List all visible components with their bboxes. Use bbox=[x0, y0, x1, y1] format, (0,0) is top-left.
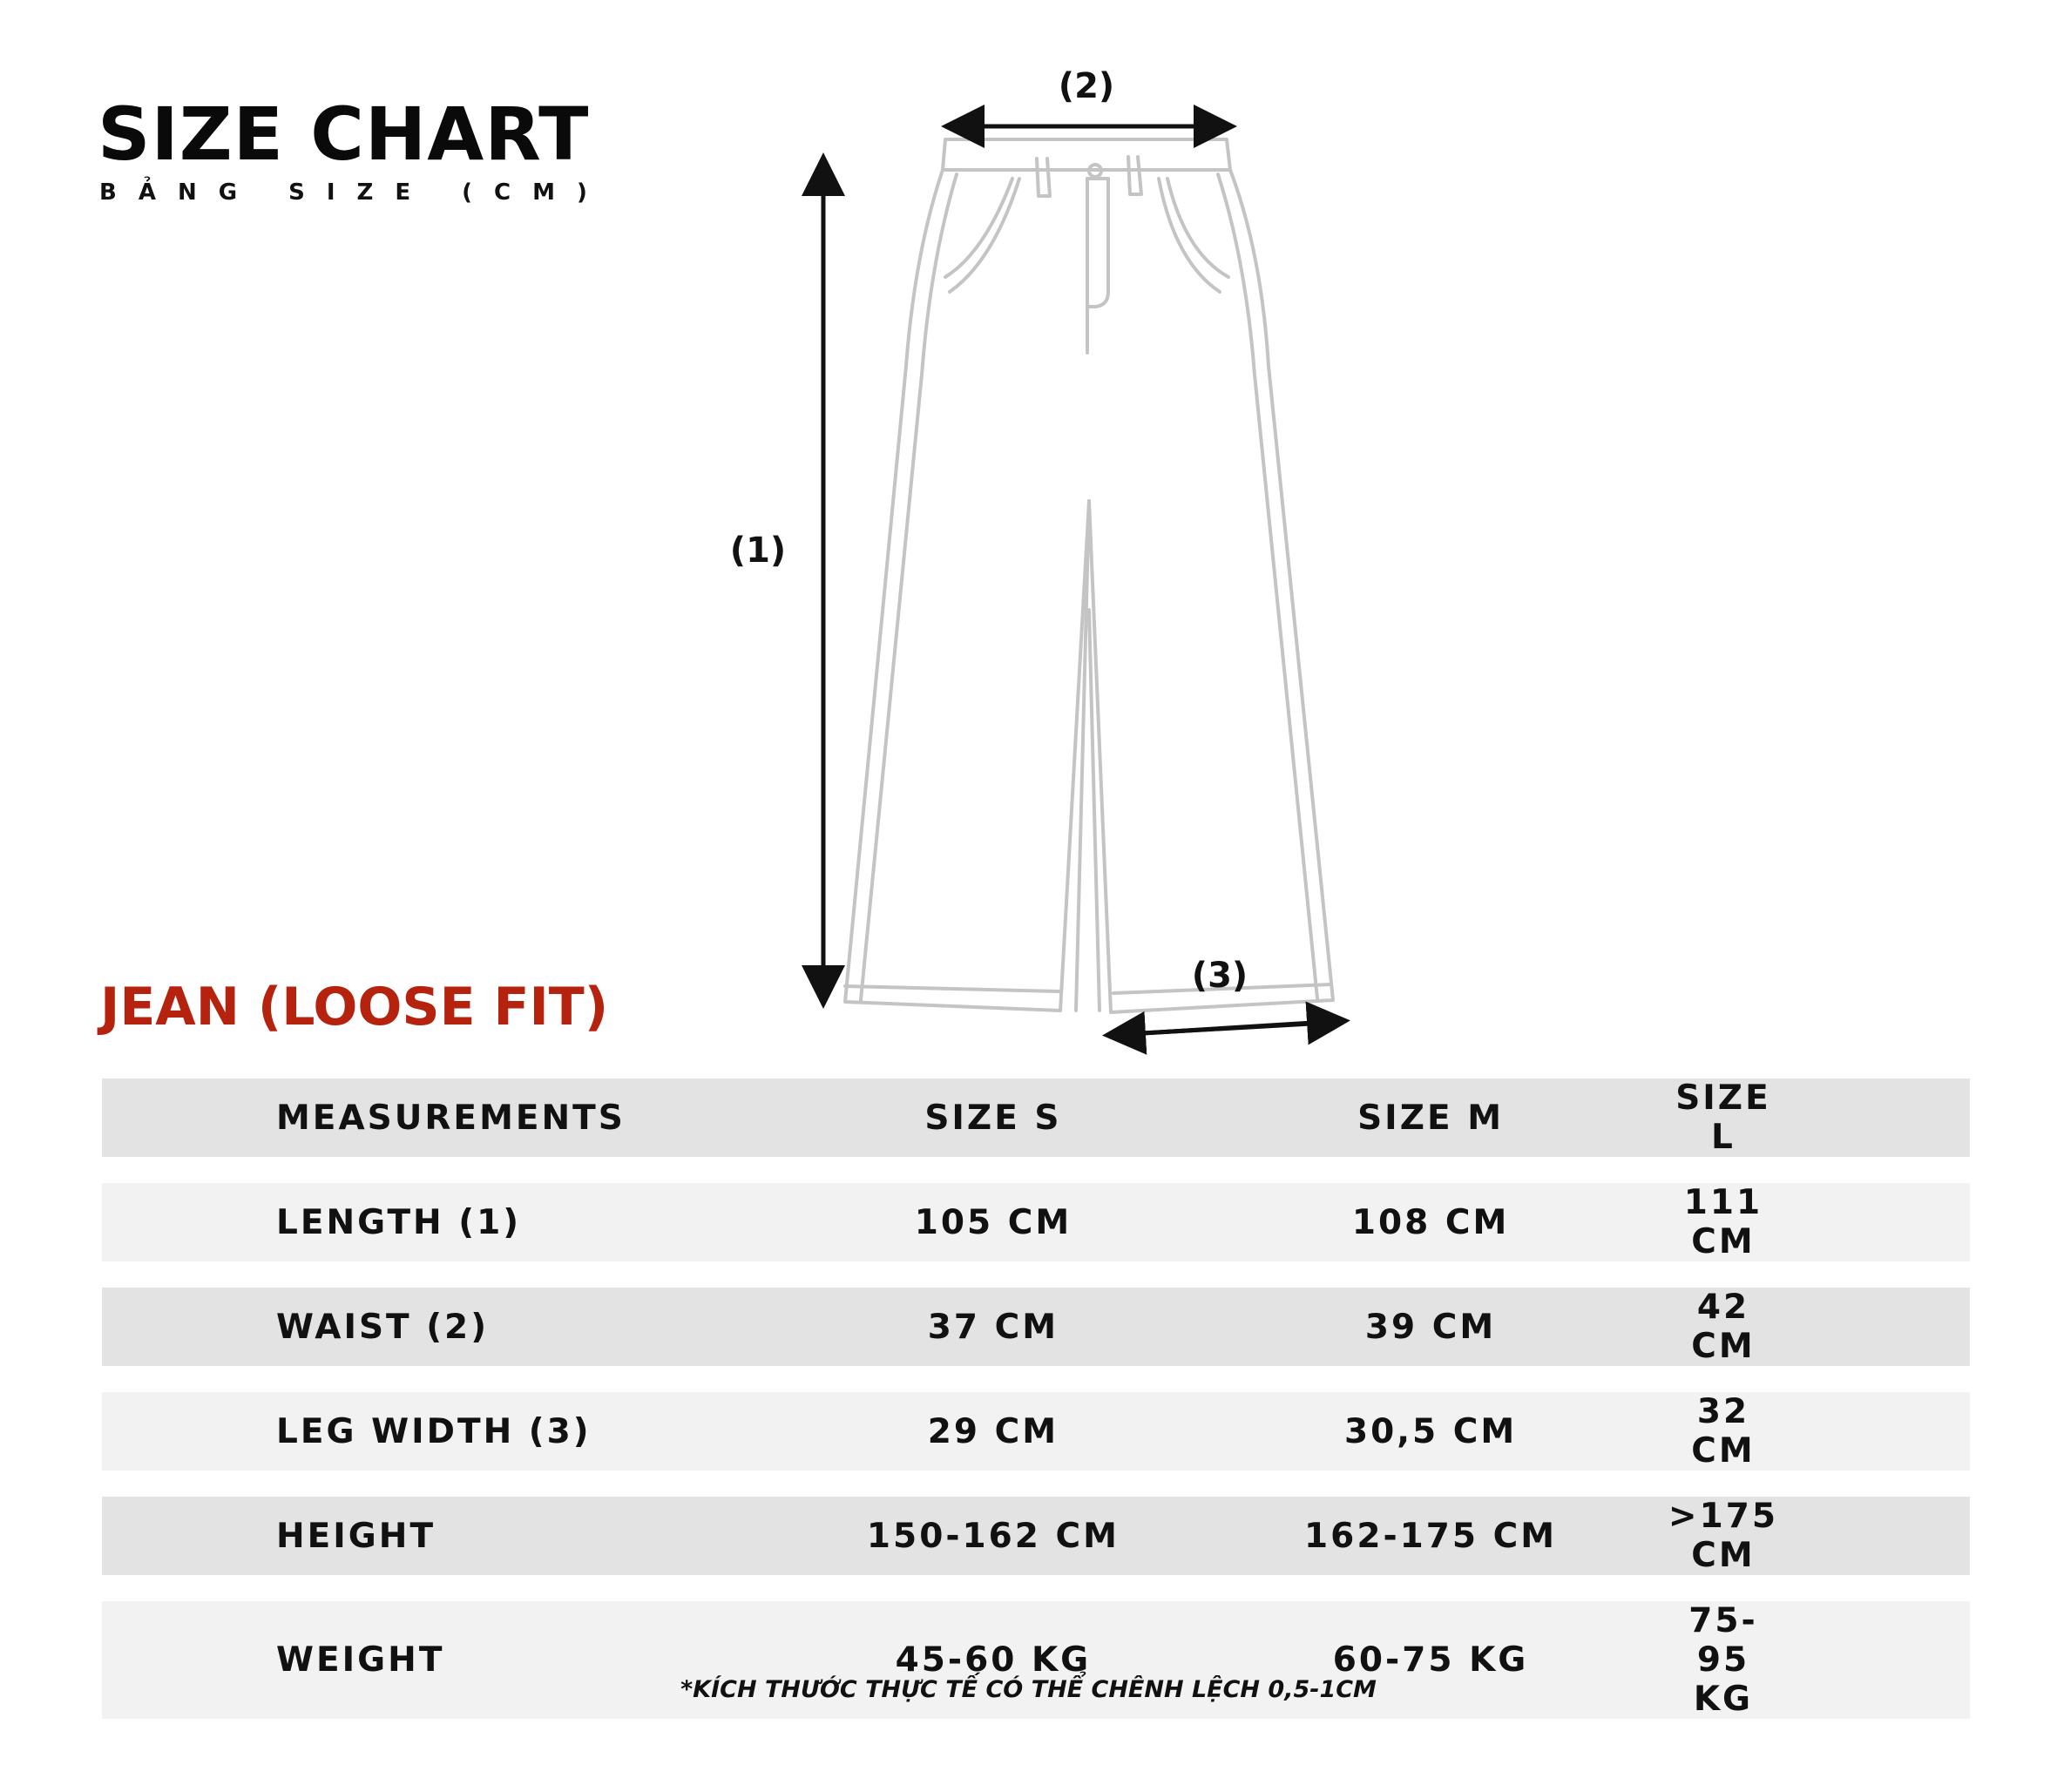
waist-label: (2) bbox=[1058, 66, 1115, 106]
size-table bbox=[102, 1052, 1970, 1745]
cell-size-l: 32 CM bbox=[1668, 1392, 1970, 1471]
length-label: (1) bbox=[729, 531, 787, 571]
cell-size-s: 150-162 CM bbox=[794, 1497, 1194, 1575]
cell-size-l: 75-95 KG bbox=[1668, 1601, 1970, 1719]
leg-width-arrow-right bbox=[1115, 1021, 1342, 1035]
cell-size-m: 162-175 CM bbox=[1193, 1497, 1668, 1575]
cell-size-l: 42 CM bbox=[1668, 1288, 1970, 1366]
footnote: *KÍCH THƯỚC THỰC TẾ CÓ THỂ CHÊNH LỆCH 0,5-1CM bbox=[680, 1676, 1377, 1703]
cell-size-s: 37 CM bbox=[794, 1288, 1194, 1366]
row-label: HEIGHT bbox=[102, 1497, 794, 1575]
table-header-row bbox=[102, 1079, 1970, 1157]
row-label: WAIST (2) bbox=[102, 1288, 794, 1366]
cell-size-m: 108 CM bbox=[1193, 1183, 1668, 1261]
cell-size-l: 111 CM bbox=[1668, 1183, 1970, 1261]
row-label: LEG WIDTH (3) bbox=[102, 1392, 794, 1471]
header-size-m: SIZE M bbox=[1193, 1079, 1668, 1157]
pants-outline bbox=[845, 139, 1333, 1012]
table-row bbox=[102, 1183, 1970, 1261]
product-name: JEAN (LOOSE FIT) bbox=[100, 977, 609, 1038]
header-measurements: MEASUREMENTS bbox=[102, 1079, 794, 1157]
cell-size-m: 39 CM bbox=[1193, 1288, 1668, 1366]
cell-size-l: >175 CM bbox=[1668, 1497, 1970, 1575]
cell-size-m: 30,5 CM bbox=[1193, 1392, 1668, 1471]
header-size-s: SIZE S bbox=[794, 1079, 1194, 1157]
cell-size-s: 45-60 KG bbox=[794, 1601, 1194, 1719]
header-size-l: SIZE L bbox=[1668, 1079, 1970, 1157]
cell-size-m: 60-75 KG bbox=[1193, 1601, 1668, 1719]
page-subtitle: BẢNG SIZE (CM) bbox=[99, 179, 609, 206]
page-title: SIZE CHART bbox=[98, 91, 590, 177]
table-row bbox=[102, 1392, 1970, 1471]
leg-width-label: (3) bbox=[1191, 956, 1248, 996]
table-row bbox=[102, 1288, 1970, 1366]
cell-size-s: 29 CM bbox=[794, 1392, 1194, 1471]
cell-size-s: 105 CM bbox=[794, 1183, 1194, 1261]
table-row bbox=[102, 1497, 1970, 1575]
row-label: WEIGHT bbox=[102, 1601, 794, 1719]
row-label: LENGTH (1) bbox=[102, 1183, 794, 1261]
